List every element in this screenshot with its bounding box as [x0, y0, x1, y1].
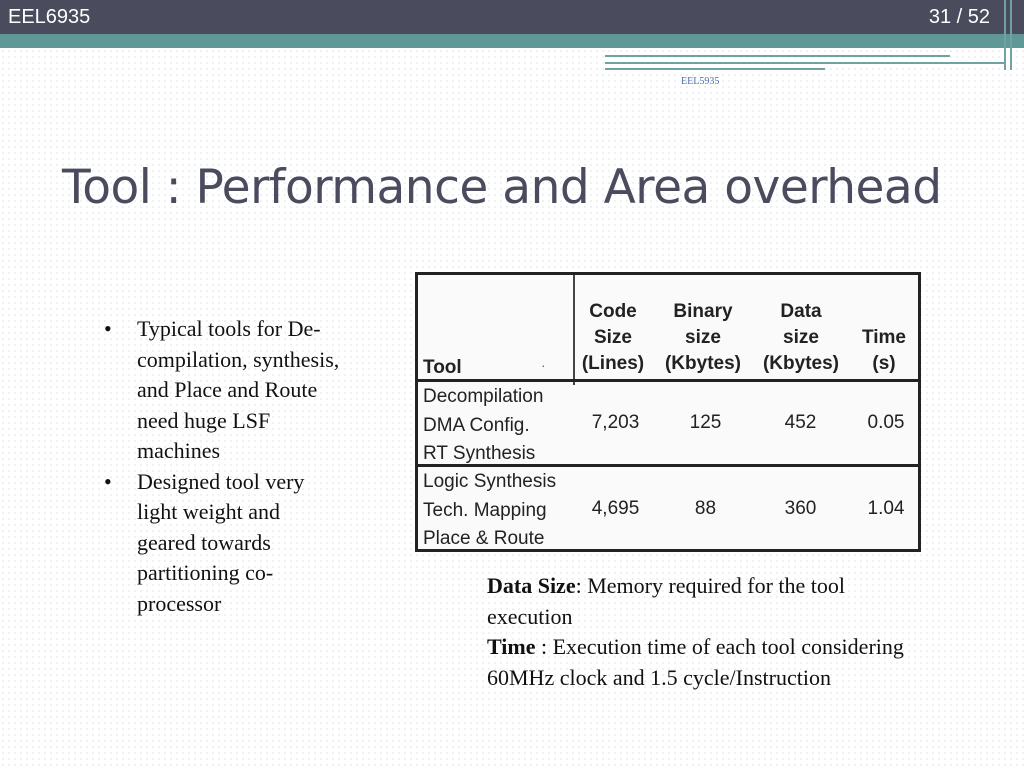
cell-binary-size: 88 [694, 498, 717, 519]
decorative-line [605, 68, 825, 70]
tool-group-2 [423, 468, 556, 554]
cell-code-size: 7,203 [591, 412, 640, 433]
tool-name: Tech. Mapping [423, 499, 547, 521]
bullet-icon: • [104, 316, 112, 341]
column-header-code-size: Code Size (Lines) [581, 301, 645, 374]
bullet-text: Typical tools for De-compilation, synthesis, and Place and Route need huge LSF machines [137, 316, 340, 463]
header-accent-band [0, 34, 1024, 48]
decorative-line [1004, 0, 1006, 70]
note-text: : Memory required for the tool execution [487, 573, 846, 629]
page-number: 31 / 52 [928, 6, 990, 28]
cell-time: 0.05 [867, 412, 905, 433]
decorative-line [1010, 0, 1012, 70]
decorative-line [605, 55, 950, 57]
course-code: EEL6935 [8, 6, 91, 28]
column-header-time: Time (s) [861, 327, 906, 374]
notes-block [487, 571, 927, 693]
cell-data-size: 360 [784, 498, 817, 519]
tool-name: DMA Config. [423, 414, 530, 436]
cell-time: 1.04 [867, 498, 905, 519]
tool-name: Logic Synthesis [423, 471, 557, 492]
note-term: Time [487, 634, 536, 659]
header-bar [0, 0, 1024, 34]
scan-marker: · [541, 357, 546, 373]
note-time [487, 632, 927, 693]
note-text: : Execution time of each tool considering 60MHz clock and 1.5 cycle/Instruction [487, 634, 904, 690]
note-term: Data Size [487, 573, 576, 598]
column-header-data-size: Data size (Kbytes) [762, 301, 839, 374]
tool-name: Decompilation [423, 386, 544, 407]
note-data-size [487, 571, 927, 632]
tool-name: Place & Route [423, 528, 545, 549]
tool-name: RT Synthesis [423, 443, 536, 464]
results-table-image [415, 272, 921, 552]
cell-data-size: 452 [784, 412, 817, 433]
column-header-tool: Tool [423, 357, 462, 378]
slide-small-label: EEL5935 [681, 76, 720, 87]
slide-title: Tool : Performance and Area overhead [62, 160, 942, 215]
table-divider [573, 275, 575, 385]
bullet-icon: • [104, 468, 112, 494]
bullet-list [102, 314, 342, 619]
bullet-item [102, 467, 342, 620]
tool-group-1 [423, 383, 543, 469]
cell-binary-size: 125 [689, 412, 722, 433]
cell-code-size: 4,695 [591, 498, 640, 519]
bullet-item [102, 314, 342, 467]
column-header-binary-size: Binary size (Kbytes) [664, 301, 741, 374]
table-divider [418, 379, 918, 382]
bullet-text: Designed tool very light weight and geared towards partitioning co-processor [137, 468, 305, 616]
decorative-line [605, 62, 1005, 64]
